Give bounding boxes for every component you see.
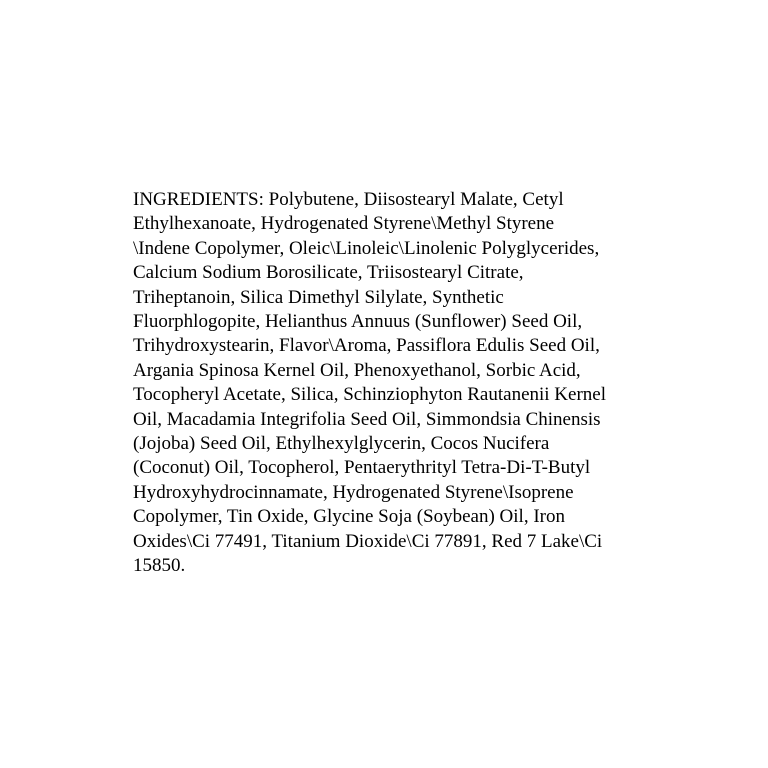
ingredients-line: Tocopheryl Acetate, Silica, Schinziophyton Rautanenii Kernel xyxy=(133,384,607,406)
ingredients-line: (Jojoba) Seed Oil, Ethylhexylglycerin, Cocos Nucifera xyxy=(133,433,550,455)
ingredients-line: INGREDIENTS: Polybutene, Diisostearyl Malate, Cetyl xyxy=(133,189,564,210)
ingredients-line: Argania Spinosa Kernel Oil, Phenoxyethanol, Sorbic Acid, xyxy=(133,359,581,381)
ingredients-line: Fluorphlogopite, Helianthus Annuus (Sunflower) Seed Oil, xyxy=(133,311,583,333)
ingredients-line: Calcium Sodium Borosilicate, Triisostearyl Citrate, xyxy=(133,262,524,284)
ingredients-line: (Coconut) Oil, Tocopherol, Pentaerythrityl Tetra-Di-T-Butyl xyxy=(133,457,591,479)
ingredients-line: Oil, Macadamia Integrifolia Seed Oil, Simmondsia Chinensis xyxy=(133,408,601,430)
ingredients-line: Oxides\Ci 77491, Titanium Dioxide\Ci 77891, Red 7 Lake\Ci xyxy=(133,530,603,552)
ingredients-line: Ethylhexanoate, Hydrogenated Styrene\Methyl Styrene xyxy=(133,213,555,235)
ingredients-line: Triheptanoin, Silica Dimethyl Silylate, Synthetic xyxy=(133,286,504,308)
ingredients-line: \Indene Copolymer, Oleic\Linoleic\Linolenic Polyglycerides, xyxy=(133,237,600,259)
ingredients-list xyxy=(133,188,653,579)
ingredients-line: Hydroxyhydrocinnamate, Hydrogenated Styrene\Isoprene xyxy=(133,481,574,503)
ingredients-line: Copolymer, Tin Oxide, Glycine Soja (Soybean) Oil, Iron xyxy=(133,506,565,528)
ingredients-line: Trihydroxystearin, Flavor\Aroma, Passiflora Edulis Seed Oil, xyxy=(133,335,600,357)
ingredients-line: 15850. xyxy=(133,555,186,577)
